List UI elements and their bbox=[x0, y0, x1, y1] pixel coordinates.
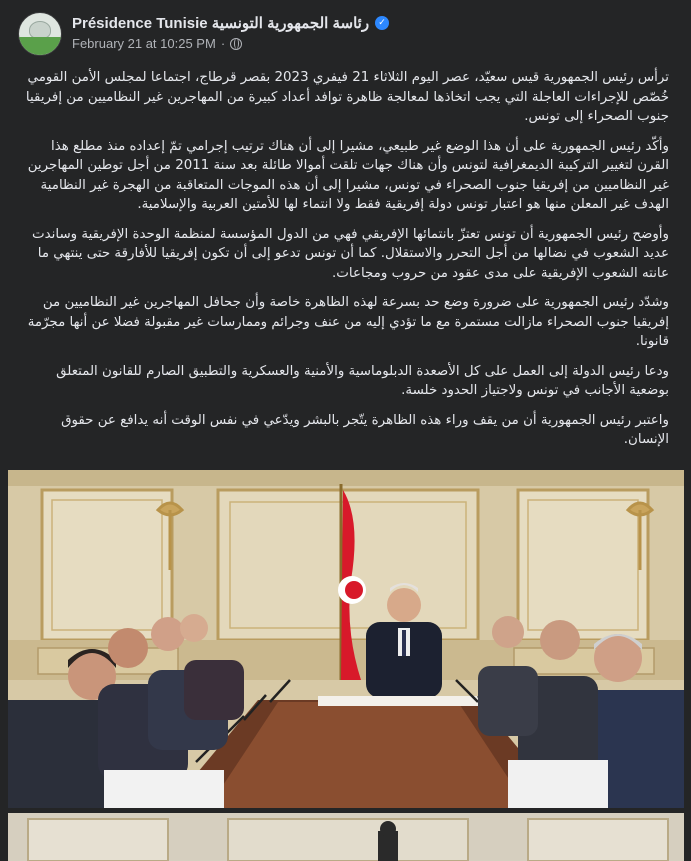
post-paragraph: واعتبر رئيس الجمهورية أن من يقف وراء هذه الظاهرة يتّجر بالبشر ويدّعي في نفس الوقت أنه يدافع عن حقوق الإنسان. bbox=[61, 412, 669, 447]
post-paragraph: وأكّد رئيس الجمهورية على أن هذا الوضع غير طبيعي، مشيرا إلى أن هناك ترتيب إجرامي تمّ إعداده منذ مطلع هذا القرن لتغيير التركيبة الديمغرافية لتونس وأن هناك جهات تلقت أموالا طائلة بعد سنة 2011 من أجل توطين المهاجرين غير النظاميين من إفريقيا جنوب الصحراء في تونس، مشيرا إلى أن هذه الموجات المتعاقبة من الهجرة غير النظامية الهدف غير المعلن منها هو اعتبار تونس دولة إفريقية فقط ولا انتماء لها للأمتين العربية والإسلامية. bbox=[27, 138, 669, 212]
post-paragraph: ودعا رئيس الدولة إلى العمل على كل الأصعدة الدبلوماسية والأمنية والعسكرية والتطبيق الصارم للقانون المتعلق بوضعية الأجانب في تونس ولاجتياز الحدود خلسة. bbox=[56, 363, 669, 398]
avatar-band bbox=[19, 37, 62, 55]
second-photo-illustration bbox=[8, 813, 684, 861]
page-name-row bbox=[72, 14, 389, 32]
post-body bbox=[22, 68, 669, 460]
post-paragraph: وأوضح رئيس الجمهورية أن تونس تعتزّ بانتمائها الإفريقي فهي من الدول المؤسسة لمنظمة الوحدة الإفريقية وساندت عديد الشعوب في نضالها من أجل التحرر والاستقلال. كما أن تونس تدعو إلى أن تكون إفريقيا للأفارقة حتى ينتهي ما عانته الشعوب الإفريقية على مدى عقود من حروب ومجاعات. bbox=[32, 226, 669, 281]
page-name-link[interactable]: Présidence Tunisie رئاسة الجمهورية التونسية bbox=[72, 15, 370, 32]
page-avatar[interactable] bbox=[18, 12, 62, 56]
meeting-photo-illustration bbox=[8, 470, 684, 808]
verified-badge-icon: ✓ bbox=[375, 16, 389, 30]
globe-icon[interactable] bbox=[230, 38, 242, 50]
post-photo-meeting[interactable] bbox=[8, 470, 684, 808]
post-meta bbox=[72, 36, 242, 51]
post-paragraph: وشدّد رئيس الجمهورية على ضرورة وضع حد بسرعة لهذه الظاهرة خاصة وأن جحافل المهاجرين غير النظاميين من إفريقيا جنوب الصحراء مازالت مستمرة مع ما تؤدي إليه من عنف وجرائم وممارسات غير مقبولة فضلا عن أنها مجرّمة قانونا. bbox=[27, 295, 669, 349]
post-timestamp[interactable]: February 21 at 10:25 PM bbox=[72, 36, 216, 51]
meta-separator: · bbox=[220, 36, 226, 51]
post-photo-second[interactable] bbox=[8, 813, 684, 861]
post-paragraph: ترأس رئيس الجمهورية قيس سعيّد، عصر اليوم الثلاثاء 21 فيفري 2023 بقصر قرطاج، اجتماعا لمجلس الأمن القومي خُصّص للإجراءات العاجلة التي يجب اتخاذها لمعالجة ظاهرة توافد أعداد كبيرة من المهاجرين غير النظاميين من إفريقيا جنوب الصحراء إلى تونس. bbox=[25, 70, 669, 124]
post-header bbox=[18, 10, 678, 60]
